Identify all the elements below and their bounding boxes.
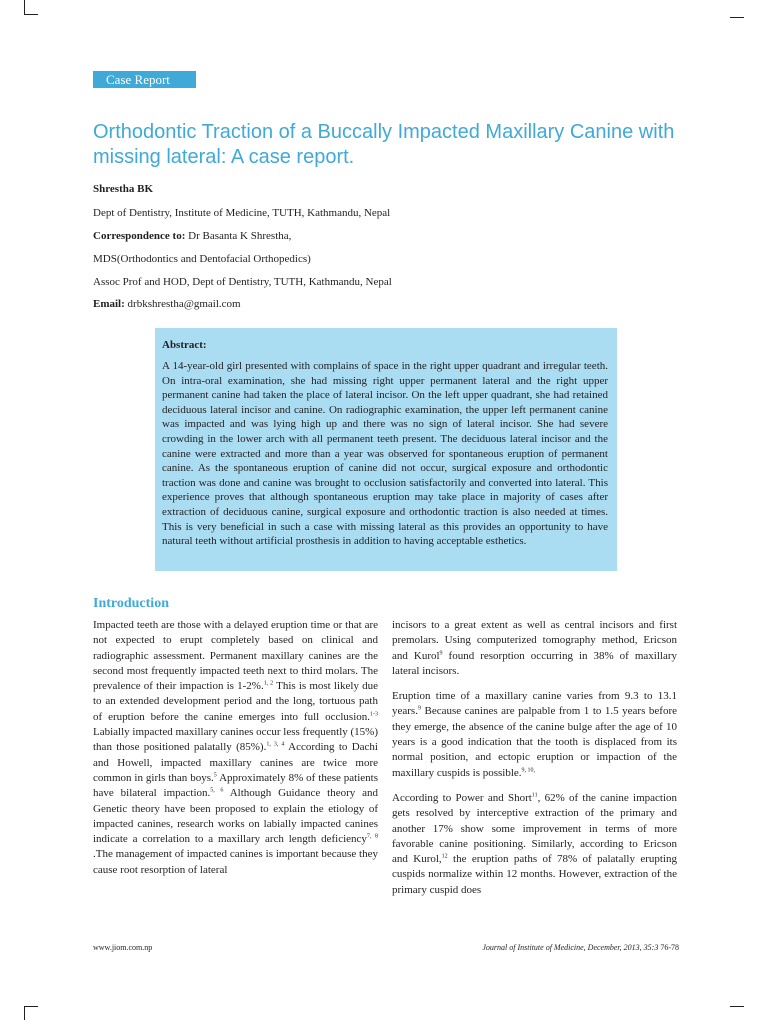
- correspondence-label: Correspondence to:: [93, 230, 186, 242]
- footer-website: www.jiom.com.np: [93, 943, 153, 952]
- intro-paragraph: According to Power and Short$^{11}$, 62% of the canine impaction gets resolved by interceptive extraction of the primary and another 17% show some improvement in terms of more favorable canine positioning. Similarly, according to Ericson and Kurol,$^{12}$ the eruption paths of 78% of palatally erupting cuspids normalize within 12 months. However, extraction of the primary cuspid does: [392, 791, 678, 896]
- abstract-heading: Abstract:: [162, 339, 207, 351]
- intro-paragraph: Impacted teeth are those with a delayed eruption time or that are not expected to erupt completely based on clinical and radiographic assessment. Permanent maxillary canines are the second most frequently impacted teeth next to third molars. The prevalence of their impaction is 1-2%.$^{1, 2}$ This is most likely due to an extended development period and the long, tortuous path of eruption before the canine emerges into full occlusion.$^{1-3}$ Labially impacted maxillary canines occur less frequently (15%) than those positioned palatally (85%).$^{1, 3, 4}$ According to Dachi and Howell, impacted maxillary canines are twice more common in girls than boys.$^5$ Approximately 8% of these patients have bilateral impaction.$^{5, 6}$ Although Guidance theory and Genetic theory have been proposed to explain the etiology of impacted canines, research works on labially impacted canines indicate a correlation to a maxillary arch length deficiency$^{7, 8}$ .The management of impacted canines is important because they cause root resorption of lateral: [93, 619, 378, 876]
- correspondence-position: Assoc Prof and HOD, Dept of Dentistry, TUTH, Kathmandu, Nepal: [93, 276, 392, 288]
- crop-mark: [24, 1006, 25, 1020]
- citation-superscript: 9: [417, 705, 421, 712]
- crop-mark: [24, 14, 38, 15]
- author-name: Shrestha BK: [93, 183, 154, 195]
- intro-paragraph: incisors to a great extent as well as central incisors and first premolars. Using computerized tomography method, Ericson and Kurol$^9$ found resorption occurring in 38% of maxillary lateral incisors.: [392, 619, 677, 677]
- intro-paragraph: Eruption time of a maxillary canine varies from 9.3 to 13.1 years.$^9$ Because canines are palpable from 1 to 1.5 years before they emerge, the absence of the canine bulge after the age of 10 years is a good indication that the tooth is displaced from its normal position, and ectopic eruption or impaction of the maxillary cuspids is possible.$^{9, 10,}$: [392, 690, 677, 779]
- correspondence-qualification: MDS(Orthodontics and Dentofacial Orthopedics): [93, 253, 311, 265]
- introduction-heading: Introduction: [93, 596, 169, 611]
- citation-superscript: 9, 10,: [521, 767, 536, 774]
- citation-superscript: 12: [441, 853, 448, 860]
- email-line: [93, 297, 241, 311]
- citation-superscript: 1, 3, 4: [266, 741, 285, 748]
- footer-journal: Journal of Institute of Medicine, December, 2013, 35:3: [482, 943, 659, 952]
- footer-citation: [482, 943, 679, 952]
- footer-page-range: 76-78: [660, 943, 679, 952]
- email-address[interactable]: drbkshrestha@gmail.com: [127, 298, 241, 310]
- email-label: Email:: [93, 298, 125, 310]
- correspondence-name: Dr Basanta K Shrestha,: [188, 230, 292, 242]
- author-affiliation: Dept of Dentistry, Institute of Medicine, TUTH, Kathmandu, Nepal: [93, 207, 391, 219]
- citation-superscript: 1-3: [370, 711, 378, 718]
- abstract-text: A 14-year-old girl presented with complains of space in the right upper quadrant and irregular teeth. On intra-oral examination, she had missing right upper permanent lateral and the right upper permanent canine had taken the place of lateral incisor. On the left upper quadrant, she had retained deciduous lateral incisor and canine. On radiographic examination, the upper left permanent canine was impacted and was lying high up and there was no sign of lateral incisor. She had severe crowding in the lower arch with all permanent teeth present. The deciduous lateral incisor and the canine were extracted and more than a year was observed for spontaneous eruption of permanent canine. As the spontaneous eruption of canine did not occur, surgical exposure and orthodontic traction was done and canine was brought to occlusion satisfactorily and converted into lateral. This experience proves that although spontaneous eruption may take place in majority of cases after extraction of deciduous canine, surgical exposure and orthodontic traction is also needed at times. This is very beneficial in such a case with missing lateral as this provides an opportunity to have natural teeth without artificial prosthesis in addition to having acceptable esthetics.: [162, 360, 608, 548]
- crop-mark: [24, 0, 25, 14]
- citation-superscript: 7, 8: [366, 833, 378, 840]
- crop-mark: [730, 1006, 744, 1007]
- correspondence-line: [93, 229, 291, 243]
- abstract-box: [155, 328, 617, 571]
- citation-superscript: 11: [531, 792, 538, 799]
- citation-superscript: 5, 6: [210, 787, 224, 794]
- article-type-badge: Case Report: [93, 71, 196, 88]
- crop-mark: [730, 17, 744, 18]
- citation-superscript: 1, 2: [263, 680, 274, 687]
- right-column: [392, 618, 677, 908]
- citation-superscript: 5: [213, 772, 217, 779]
- left-column: [93, 618, 378, 888]
- crop-mark: [24, 1006, 38, 1007]
- article-title: Orthodontic Traction of a Buccally Impacted Maxillary Canine with missing lateral: A case report.: [93, 121, 675, 168]
- citation-superscript: 9: [439, 649, 443, 656]
